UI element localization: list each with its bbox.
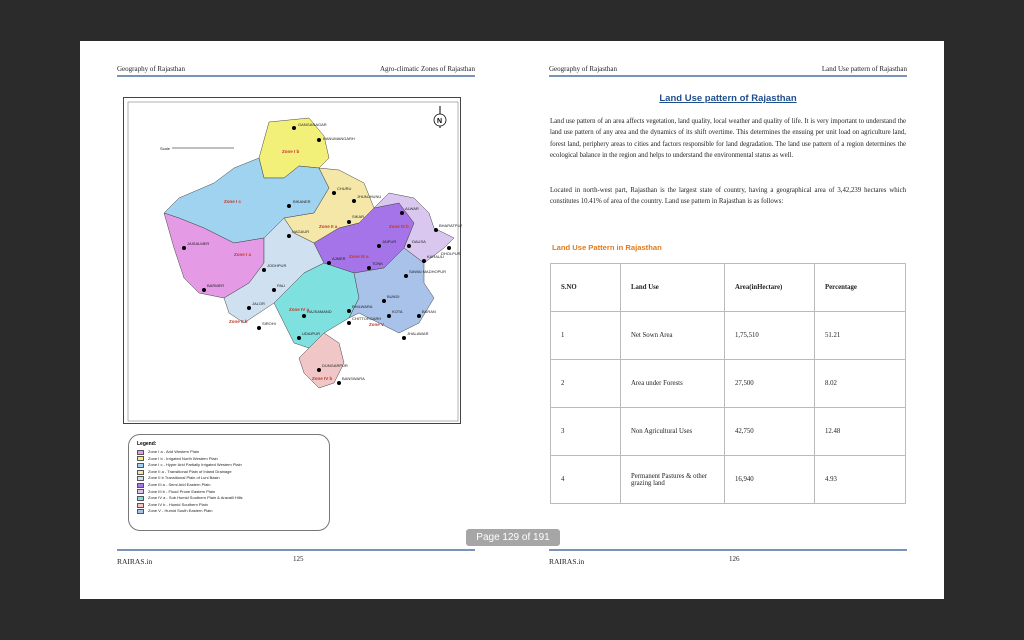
- svg-text:SIROHI: SIROHI: [262, 321, 276, 326]
- cell-land-use: Non Agricultural Uses: [621, 408, 725, 456]
- svg-text:DUNGARPUR: DUNGARPUR: [322, 363, 348, 368]
- svg-text:GANGANAGAR: GANGANAGAR: [298, 122, 327, 127]
- svg-text:RAJSAMAND: RAJSAMAND: [307, 309, 332, 314]
- legend-label: Zone I c - Hyper Arid Partially Irrigated Western Plain: [148, 462, 242, 468]
- right-footer-rule: [549, 549, 907, 551]
- svg-text:BHILWARA: BHILWARA: [352, 304, 373, 309]
- svg-text:Zone I c: Zone I c: [224, 199, 242, 204]
- svg-text:JODHPUR: JODHPUR: [267, 263, 287, 268]
- legend-swatch: [137, 456, 144, 461]
- svg-text:BARAN: BARAN: [422, 309, 436, 314]
- right-header-chapter: Land Use pattern of Rajasthan: [821, 65, 907, 73]
- land-use-table: [550, 263, 906, 504]
- legend-item: [137, 469, 321, 476]
- svg-text:BUNDI: BUNDI: [387, 294, 400, 299]
- svg-text:HANUMANGARH: HANUMANGARH: [323, 136, 355, 141]
- svg-text:Zone II b: Zone II b: [229, 319, 248, 324]
- paragraph-1: Land use pattern of an area affects vegetation, land quality, local weather and quality of life. It is very important to understand the land use pattern of any area and the dynamics of its shift overtime. This determines the ensuing per unit load on agriculture land, forest land, periphery areas to cities and factors responsible for land degradation. The land use pattern of a region determines the ecological balance in the region and helps to understand the environmental status as well.: [550, 118, 906, 160]
- svg-text:JAISALMER: JAISALMER: [187, 241, 210, 246]
- legend-title: Legend:: [137, 441, 157, 447]
- svg-text:PALI: PALI: [277, 283, 286, 288]
- legend-item: [137, 489, 321, 496]
- svg-text:JHALAWAR: JHALAWAR: [407, 331, 429, 336]
- cell-area: 1,75,510: [725, 312, 815, 360]
- svg-text:ALWAR: ALWAR: [405, 206, 419, 211]
- svg-text:Zone III a: Zone III a: [349, 254, 369, 259]
- svg-text:CHURU: CHURU: [337, 186, 352, 191]
- cell-area: 27,500: [725, 360, 815, 408]
- cell-area: 42,750: [725, 408, 815, 456]
- table-header-row: [551, 264, 906, 312]
- legend-swatch: [137, 509, 144, 514]
- table-row: [551, 312, 906, 360]
- legend-item: [137, 475, 321, 482]
- left-footer-site: RAIRAS.in: [117, 557, 153, 566]
- cell-percentage: 51.21: [815, 312, 906, 360]
- right-page-number: 126: [729, 555, 740, 563]
- svg-text:Zone II a: Zone II a: [319, 224, 338, 229]
- map-svg: [124, 98, 462, 425]
- legend-swatch: [137, 496, 144, 501]
- right-footer-site: RAIRAS.in: [549, 557, 585, 566]
- legend-label: Zone III a - Semi Arid Eastern Plain: [148, 481, 211, 487]
- legend-item: [137, 502, 321, 509]
- legend-list: [137, 449, 321, 515]
- rajasthan-zone-map: [123, 97, 461, 424]
- col-header-percentage: Percentage: [815, 264, 906, 312]
- svg-text:DHOLPUR: DHOLPUR: [441, 251, 461, 256]
- col-header-area: Area(inHectare): [725, 264, 815, 312]
- svg-text:Zone IV a: Zone IV a: [289, 307, 310, 312]
- svg-text:BANSWARA: BANSWARA: [342, 376, 365, 381]
- left-page: [80, 41, 512, 599]
- svg-text:NAGAUR: NAGAUR: [292, 229, 310, 234]
- svg-text:BIKANER: BIKANER: [293, 199, 311, 204]
- svg-text:JHUNJHUNU: JHUNJHUNU: [357, 194, 382, 199]
- left-header-chapter: Agro-climatic Zones of Rajasthan: [379, 65, 475, 73]
- svg-text:SIKAR: SIKAR: [352, 214, 365, 219]
- legend-item: [137, 495, 321, 502]
- svg-text:Zone III b: Zone III b: [389, 224, 409, 229]
- svg-text:KOTA: KOTA: [392, 309, 403, 314]
- legend-swatch: [137, 470, 144, 475]
- svg-text:Zone IV b: Zone IV b: [312, 376, 333, 381]
- cell-sno: 1: [551, 312, 621, 360]
- right-page: [512, 41, 944, 599]
- legend-swatch: [137, 463, 144, 468]
- legend-item: [137, 462, 321, 469]
- left-header-title: Geography of Rajasthan: [117, 65, 186, 73]
- svg-text:TONK: TONK: [372, 261, 384, 266]
- svg-text:CHITTORGARH: CHITTORGARH: [352, 316, 382, 321]
- cell-percentage: 8.02: [815, 360, 906, 408]
- cell-percentage: 4.93: [815, 456, 906, 504]
- cell-percentage: 12.48: [815, 408, 906, 456]
- svg-text:BHARATPUR: BHARATPUR: [439, 223, 462, 228]
- legend-label: Zone III b - Flood Prone Eastern Plain: [148, 488, 216, 494]
- left-page-number: 125: [293, 555, 304, 563]
- north-arrow-icon: [434, 106, 446, 128]
- cell-area: 16,940: [725, 456, 815, 504]
- legend-label: Zone V - Humid South Eastern Plain: [148, 508, 213, 514]
- left-header-rule: [117, 75, 475, 77]
- legend-label: Zone IV b - Humid Southern Plain: [148, 501, 208, 507]
- svg-text:Scale: Scale: [160, 146, 171, 151]
- legend-swatch: [137, 483, 144, 488]
- right-header-rule: [549, 75, 907, 77]
- map-legend: [128, 434, 330, 531]
- legend-swatch: [137, 503, 144, 508]
- svg-text:Zone V: Zone V: [369, 322, 385, 327]
- legend-label: Zone II b Transitional Plain of Luni Basin: [148, 475, 220, 481]
- table-row: [551, 360, 906, 408]
- right-header-title: Geography of Rajasthan: [549, 65, 618, 73]
- table-subtitle: Land Use Pattern in Rajasthan: [552, 243, 662, 252]
- legend-label: Zone I a - Arid Western Plain: [148, 449, 200, 454]
- legend-item: [137, 508, 321, 515]
- legend-swatch: [137, 450, 144, 455]
- right-page-header: [549, 65, 907, 73]
- cell-land-use: Permanent Pastures & other grazing land: [621, 456, 725, 504]
- legend-swatch: [137, 489, 144, 494]
- scale-bar: [160, 146, 234, 151]
- legend-swatch: [137, 476, 144, 481]
- svg-text:Zone I b: Zone I b: [282, 149, 300, 154]
- svg-text:Zone I a: Zone I a: [234, 252, 252, 257]
- svg-text:AJMER: AJMER: [332, 256, 346, 261]
- cell-land-use: Net Sown Area: [621, 312, 725, 360]
- legend-item: [137, 482, 321, 489]
- col-header-sno: S.NO: [551, 264, 621, 312]
- cell-sno: 4: [551, 456, 621, 504]
- svg-text:DAUSA: DAUSA: [412, 239, 426, 244]
- col-header-land-use: Land Use: [621, 264, 725, 312]
- legend-item: [137, 449, 321, 456]
- cell-sno: 3: [551, 408, 621, 456]
- table-row: [551, 408, 906, 456]
- cell-sno: 2: [551, 360, 621, 408]
- legend-label: Zone II a - Transitional Plain of Inland Drainage: [148, 468, 232, 474]
- svg-text:BARMER: BARMER: [207, 283, 225, 288]
- svg-text:JAIPUR: JAIPUR: [382, 239, 397, 244]
- legend-label: Zone IV a - Sub Humid Southern Plain & Aravalli Hills: [148, 495, 243, 501]
- svg-text:UDAIPUR: UDAIPUR: [302, 331, 321, 336]
- page-indicator-badge: Page 129 of 191: [466, 529, 560, 546]
- svg-text:KARAULI: KARAULI: [427, 254, 445, 259]
- svg-text:N: N: [437, 118, 443, 125]
- table-row: [551, 456, 906, 504]
- legend-item: [137, 456, 321, 463]
- left-page-header: [117, 65, 475, 73]
- legend-label: Zone I b - Irrigated North Western Plain: [148, 455, 218, 461]
- left-footer-rule: [117, 549, 475, 551]
- svg-text:JALOR: JALOR: [252, 301, 265, 306]
- svg-text:SAWAI MADHOPUR: SAWAI MADHOPUR: [409, 269, 447, 274]
- cell-land-use: Area under Forests: [621, 360, 725, 408]
- section-title: Land Use pattern of Rajasthan: [659, 93, 797, 104]
- paragraph-2: Located in north-west part, Rajasthan is the largest state of country, having a geographical area of 3,42,239 hectares which constitutes 10.41% of area of the country. Land use pattern in Rajasthan is as follows:: [550, 187, 906, 206]
